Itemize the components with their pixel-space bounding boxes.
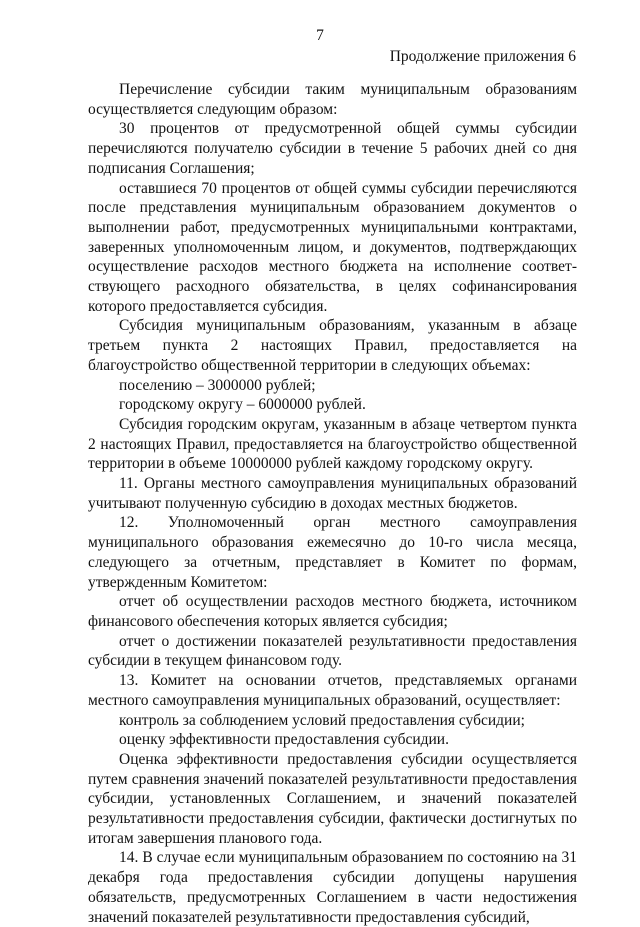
paragraph: 13. Комитет на основании отчетов, представляемых органами местного самоуправления муниципальных образований, осуществляет: bbox=[88, 672, 577, 709]
appendix-continuation-label: Продолжение приложения 6 bbox=[389, 48, 576, 65]
paragraph: отчет о достижении показателей результативности предоставления субсидии в текущем финансовом году. bbox=[88, 632, 577, 670]
paragraph: отчет об осуществлении расходов местного бюджета, источником финансового обеспечения которых является субсидия; bbox=[88, 593, 577, 630]
paragraph: оценку эффективности предоставления субсидии. bbox=[119, 731, 449, 749]
paragraph: Субсидия муниципальным образованиям, указанным в абзаце третьем пункта 2 настоящих Правил, предоставляется на благоустройство общественной территории в следующих объемах: bbox=[88, 317, 577, 374]
paragraph: Оценка эффективности предоставления субсидии осуществляется путем сравнения значений показателей результативности предоставления субсидии, установленных Соглашением, и значений показателей результативности предоставления субсидии, фактически достигнутых по итогам завершения планового года. bbox=[88, 750, 577, 847]
paragraph: Субсидия городским округам, указанным в абзаце четвертом пункта 2 настоящих Правил, предоставляется на благоустройство общественной территории в объеме 10000000 рублей каждому городскому округу. bbox=[88, 415, 577, 473]
paragraph: 11. Органы местного самоуправления муниципальных образований учитывают полученную субсидию в доходах местных бюджетов. bbox=[88, 475, 577, 512]
paragraph: 14. В случае если муниципальным образованием по состоянию на 31 декабря года предоставления субсидии допущены нарушения обязательств, предусмотренных Соглашением в части недостижения значений показателей результативности предоставления субсидий, bbox=[88, 849, 577, 926]
paragraph: оставшиеся 70 процентов от общей суммы субсидии перечисляются после представления муниципальным образованием документов о выполнении работ, предусмотренных муниципальными контрактами, заверенных уполномоченным лицом, и документов, подтверждающих осуществление расходов местного бюджета на исполнение соответствующего расходного обязательства, в целях софинансирования которого предоставляется субсидия. bbox=[88, 179, 577, 315]
paragraph: 30 процентов от предусмотренной общей суммы субсидии перечисляются получателю субсидии в течение 5 рабочих дней со дня подписания Соглашения; bbox=[88, 120, 577, 177]
paragraph: 12. Уполномоченный орган местного самоуправления муниципального образования ежемесячно до 10-го числа месяца, следующего за отчетным, представляет в Комитет по формам, утвержденным Комитетом: bbox=[88, 514, 577, 591]
page-number: 7 bbox=[316, 27, 324, 44]
paragraph: контроль за соблюдением условий предоставления субсидии; bbox=[119, 711, 525, 729]
document-body bbox=[88, 80, 577, 927]
paragraph: городскому округу – 6000000 рублей. bbox=[119, 396, 366, 414]
paragraph: поселению – 3000000 рублей; bbox=[119, 376, 316, 394]
paragraph: Перечисление субсидии таким муниципальным образованиям осуществляется следующим образом: bbox=[88, 81, 577, 118]
